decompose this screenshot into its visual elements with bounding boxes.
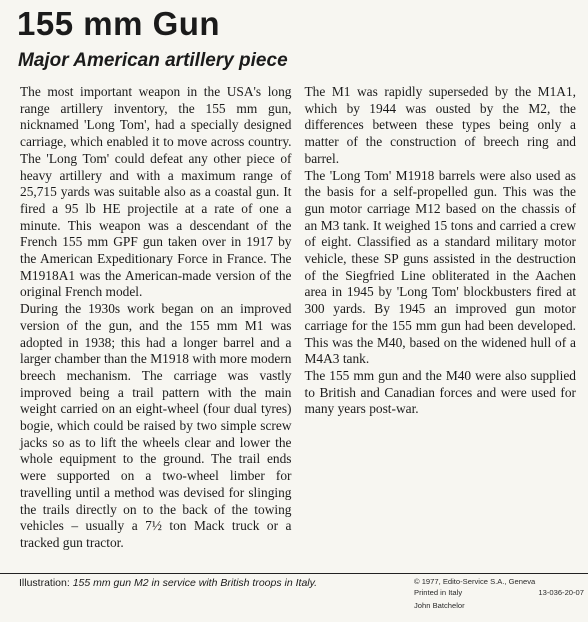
copyright-row (414, 576, 584, 587)
author-row (414, 600, 584, 611)
paragraph: The most important weapon in the USA's long range artillery inventory, the 155 mm gun, nicknamed 'Long Tom', had a specially designed carriage, which enabled it to move across country. The 'Long Tom' could defeat any other piece of heavy artillery and with a maximum range of 25,715 yards was suitable also as a coastal gun. It fired a 95 lb HE projectile at a rate of one a minute. This weapon was a descendant of the French 155 mm GPF gun taken over in 1917 by the American Expeditionary Force in France. The M1918A1 was the American-made version of the original French model. (20, 84, 292, 300)
paragraph: The 'Long Tom' M1918 barrels were also used as the basis for a self-propelled gun. This was the gun motor carriage M12 based on the chassis of an M3 tank. It weighed 15 tons and carried a crew of eight. Classified as a standard military motor vehicle, these SP guns assisted in the destruction of the Siegfried Line obliterated in the Aachen area in 1945 by 'Long Tom' blockbusters fired at 300 yards. By 1945 an improved gun motor carriage for the 155 mm gun had been developed. This was the M40, based on the widened hull of a M4A3 tank. (304, 167, 576, 367)
caption-text: 155 mm gun M2 in service with British troops in Italy. (72, 577, 318, 589)
card-code: 13-036-20-07 (538, 588, 584, 597)
caption-label: Illustration: (19, 577, 70, 589)
paragraph: The M1 was rapidly superseded by the M1A1, which by 1944 was ousted by the M2, the differences between these types being only a matter of the construction of breech ring and barrel. (304, 84, 576, 166)
printed-text: Printed in Italy (414, 588, 463, 597)
credits (414, 576, 584, 611)
paragraph: The 155 mm gun and the M40 were also supplied to British and Canadian forces and were used for many years post-war. (304, 367, 576, 417)
paragraph: During the 1930s work began on an improved version of the gun, and the 155 mm M1 was adopted in 1938; this had a longer barrel and a larger chamber than the M1918 with more modern breech mechanism. The carriage was vastly improved being a trail pattern with the main weight carried on an eight-wheel (four dual tyres) bogie, which could be raised by two simple screw jacks so as to lift the wheels clear and lower the whole equipment to the ground. The trail ends were supported on a two-wheel limber for travelling until a method was devised for slinging the trails directly on to the back of the towing vehicles – usually a 7½ ton Mack truck or a tracked gun tractor. (20, 301, 292, 550)
page-subtitle: Major American artillery piece (18, 50, 288, 71)
print-row (414, 587, 584, 598)
article-body (20, 84, 576, 570)
page-title: 155 mm Gun (17, 5, 221, 42)
footer-divider (0, 573, 588, 574)
illustration-caption (19, 576, 339, 590)
author-name: John Batchelor (414, 601, 465, 610)
copyright-text: © 1977, Edito-Service S.A., Geneva (414, 577, 536, 586)
